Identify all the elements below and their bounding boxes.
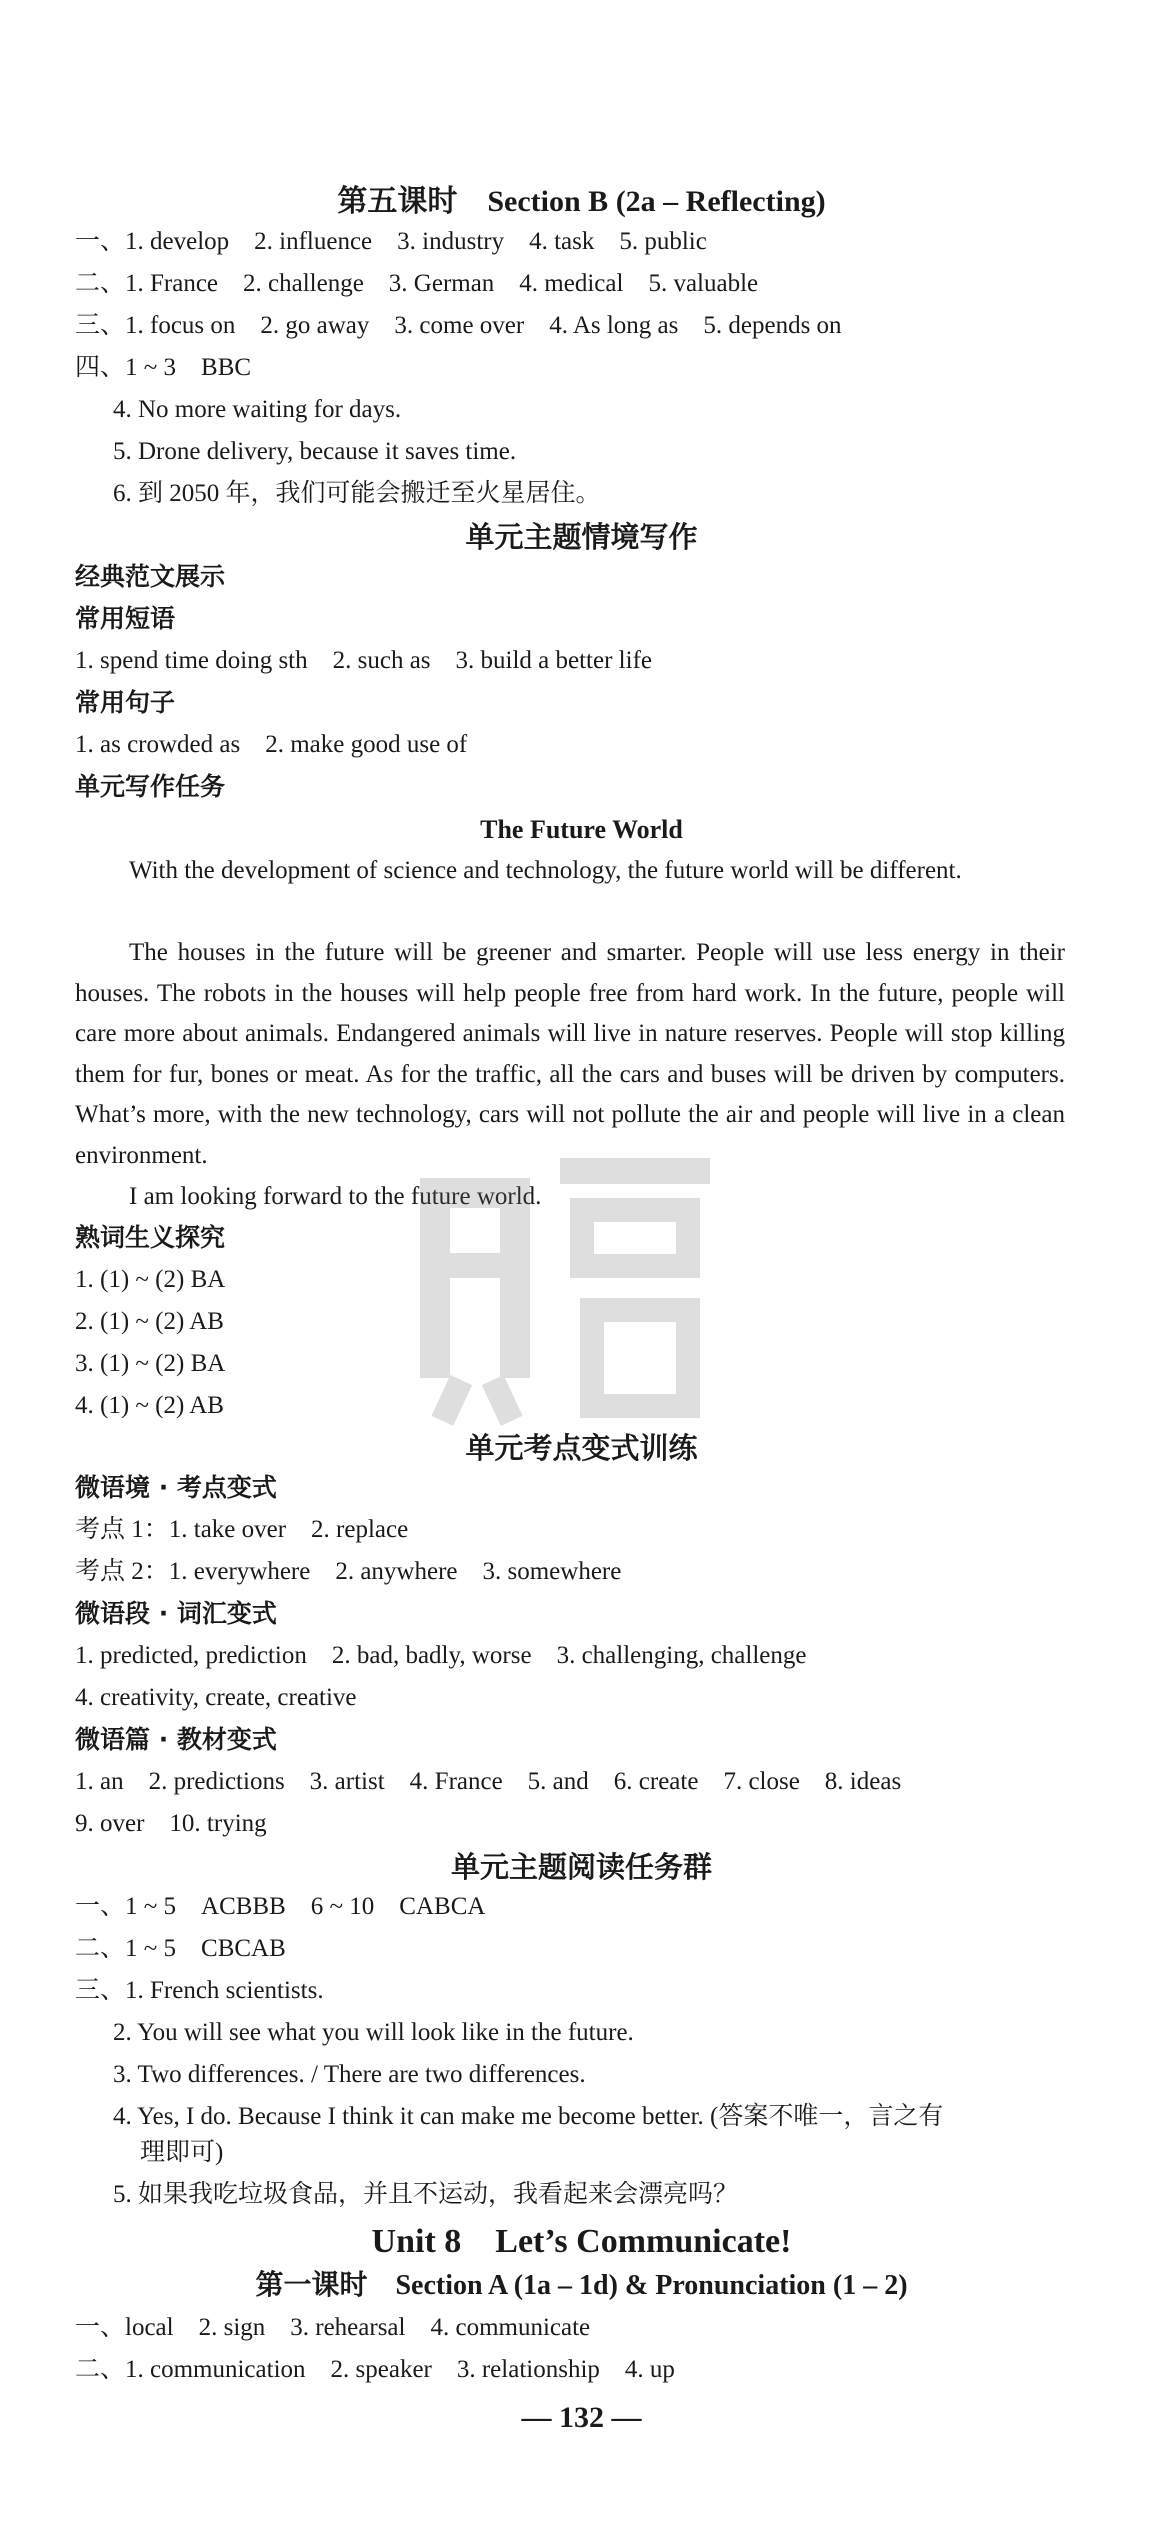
answer-line: 6. 到 2050 年，我们可能会搬迁至火星居住。: [113, 480, 601, 507]
writing-heading: 单元主题情境写作: [465, 520, 698, 554]
subheading: 微语段 · 词汇变式: [75, 1599, 277, 1628]
answer-line: 4. No more waiting for days.: [113, 396, 402, 423]
answer-line: 二、1 ~ 5 CBCAB: [75, 1935, 286, 1962]
answer-line: 理即可): [140, 2139, 224, 2166]
section-b-heading: 第五课时 Section B (2a – Reflecting): [337, 185, 826, 218]
subheading: 常用句子: [75, 688, 176, 717]
answer-line: 3. (1) ~ (2) BA: [75, 1350, 226, 1377]
answer-line: 4. Yes, I do. Because I think it can make me become better. (答案不唯一，言之有: [113, 2103, 944, 2130]
answer-line: 1. predicted, prediction 2. bad, badly, worse 3. challenging, challenge: [75, 1642, 807, 1669]
answer-line: 二、1. communication 2. speaker 3. relationship 4. up: [75, 2356, 675, 2383]
essay-paragraph: The houses in the future will be greener and smarter. People will use less energy in their houses. The robots in the houses will help people free from hard work. In the future, people will care more about animals. Endangered animals will live in nature reserves. People will stop killing them for fur, bones or meat. As for the traffic, all the cars and buses will be driven by computers. What’s more, with the new technology, cars will not pollute the air and people will live in a clean environment.: [75, 939, 1065, 1169]
answer-line: 1. (1) ~ (2) BA: [75, 1266, 226, 1293]
lesson-heading: 第一课时 Section A (1a – 1d) & Pronunciation (1 – 2): [255, 2270, 908, 2301]
answer-line: 四、1 ~ 3 BBC: [75, 354, 252, 381]
subheading: 经典范文展示: [75, 562, 226, 591]
page-number: — 132 —: [521, 2401, 642, 2434]
subheading: 单元写作任务: [75, 772, 226, 801]
answer-line: 5. Drone delivery, because it saves time.: [113, 438, 517, 465]
subheading: 熟词生义探究: [75, 1223, 226, 1252]
answer-line: 9. over 10. trying: [75, 1810, 267, 1837]
answer-line: 三、1. focus on 2. go away 3. come over 4. As long as 5. depends on: [75, 312, 842, 339]
answer-line: 一、1 ~ 5 ACBBB 6 ~ 10 CABCA: [75, 1893, 486, 1920]
answer-line: 4. creativity, create, creative: [75, 1684, 357, 1711]
answer-line: 1. spend time doing sth 2. such as 3. build a better life: [75, 647, 652, 674]
answer-line: 二、1. France 2. challenge 3. German 4. medical 5. valuable: [75, 270, 759, 297]
subheading: 微语境 · 考点变式: [75, 1473, 277, 1502]
answer-line: 4. (1) ~ (2) AB: [75, 1392, 224, 1419]
gift-stamp-icon: [410, 1158, 720, 1428]
essay-paragraph: I am looking forward to the future world.: [129, 1183, 542, 1210]
answer-line: 一、1. develop 2. influence 3. industry 4. task 5. public: [75, 228, 707, 255]
subheading: 微语篇 · 教材变式: [75, 1725, 277, 1754]
drills-heading: 单元考点变式训练: [465, 1431, 698, 1465]
answer-line: 2. (1) ~ (2) AB: [75, 1308, 224, 1335]
answer-line: 5. 如果我吃垃圾食品，并且不运动，我看起来会漂亮吗？: [113, 2181, 739, 2208]
unit-title: Unit 8 Let’s Communicate!: [371, 2223, 792, 2260]
subheading: 常用短语: [75, 604, 176, 633]
answer-line: 2. You will see what you will look like in the future.: [113, 2019, 634, 2046]
answer-line: 三、1. French scientists.: [75, 1977, 324, 2004]
reading-heading: 单元主题阅读任务群: [450, 1850, 712, 1884]
answer-line: 3. Two differences. / There are two differences.: [113, 2061, 586, 2088]
answer-line: 一、local 2. sign 3. rehearsal 4. communicate: [75, 2314, 591, 2341]
essay-title: The Future World: [480, 815, 683, 844]
answer-line: 1. an 2. predictions 3. artist 4. France 5. and 6. create 7. close 8. ideas: [75, 1768, 902, 1795]
answer-line: 考点 2：1. everywhere 2. anywhere 3. somewhere: [75, 1558, 622, 1585]
essay-paragraph: With the development of science and technology, the future world will be different.: [129, 857, 962, 884]
answer-line: 考点 1：1. take over 2. replace: [75, 1516, 409, 1543]
answer-line: 1. as crowded as 2. make good use of: [75, 731, 468, 758]
